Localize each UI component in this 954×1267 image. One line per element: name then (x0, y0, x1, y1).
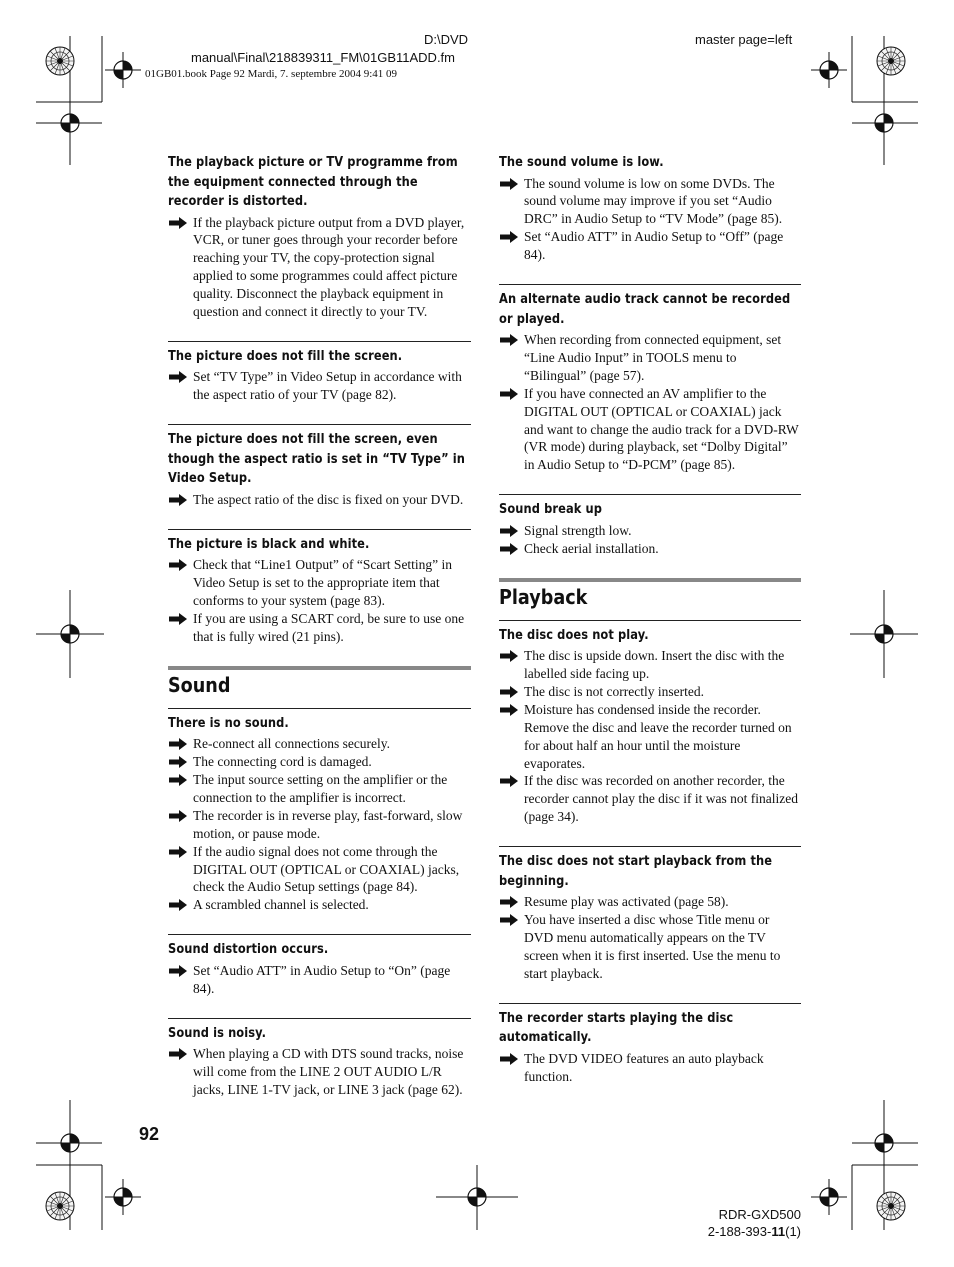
section-title: Sound (168, 672, 231, 697)
topic-title: There is no sound. (168, 715, 289, 731)
troubleshooting-topic (168, 1018, 471, 1099)
remedy-item (168, 896, 471, 914)
remedy-list (499, 893, 801, 983)
crosshair-icon (866, 616, 902, 652)
section-sound (168, 666, 471, 698)
remedy-item (499, 772, 801, 826)
topic-title: The sound volume is low. (499, 155, 664, 170)
right-arrow-icon (499, 647, 519, 665)
section-playback (499, 578, 801, 610)
remedy-list (168, 368, 471, 404)
troubleshooting-topic (499, 494, 801, 557)
remedy-list (168, 491, 471, 509)
right-arrow-icon (499, 522, 519, 540)
remedy-item (499, 385, 801, 475)
crosshair-icon (52, 1125, 88, 1161)
remedy-item (168, 491, 471, 509)
remedy-item (168, 610, 471, 646)
right-arrow-icon (168, 896, 188, 914)
remedy-text: When playing a CD with DTS sound tracks, noise will come from the LINE 2 OUT AUDIO L/R jacks, LINE 1-TV jack, or LINE 3 jack (page 62). (193, 1046, 464, 1097)
troubleshooting-topic (168, 529, 471, 646)
right-arrow-icon (499, 228, 519, 246)
remedy-list (499, 647, 801, 826)
crosshair-icon (866, 105, 902, 141)
topic-title: The picture is black and white. (168, 536, 370, 552)
master-page-label: master page=left (695, 32, 793, 47)
right-arrow-icon (168, 610, 188, 628)
troubleshooting-topic (499, 152, 801, 264)
remedy-text: If the disc was recorded on another recorder, the recorder cannot play the disc if it was not finalized (page 34). (524, 773, 799, 825)
remedy-text: Set “TV Type” in Video Setup in accordance with the aspect ratio of your TV (page 82). (193, 369, 462, 403)
remedy-item (168, 1045, 471, 1099)
sound-topics (168, 708, 471, 1099)
remedy-list (168, 1045, 471, 1099)
document-code: 2-188-393-11(1) (707, 1224, 801, 1239)
topic-title: The disc does not play. (499, 627, 649, 643)
right-top-topics (499, 152, 801, 558)
crosshair-icon (811, 52, 847, 88)
remedy-item (499, 228, 801, 264)
remedy-item (499, 683, 801, 701)
right-arrow-icon (168, 753, 188, 771)
right-arrow-icon (499, 683, 519, 701)
troubleshooting-topic (168, 934, 471, 997)
section-title: Playback (499, 584, 588, 609)
remedy-text: Re-connect all connections securely. (193, 736, 391, 752)
remedy-text: The recorder is in reverse play, fast-forward, slow motion, or pause mode. (193, 807, 463, 841)
crosshair-icon (866, 1125, 902, 1161)
remedy-text: The input source setting on the amplifier or the connection to the amplifier is incorrect. (193, 772, 448, 805)
right-arrow-icon (499, 331, 519, 349)
remedy-list (168, 214, 471, 321)
right-arrow-icon (168, 1045, 188, 1063)
rosette-icon (46, 1192, 74, 1220)
remedy-text: Moisture has condensed inside the recorder. Remove the disc and leave the recorder turned on for about half an hour until the moisture evaporates. (524, 701, 792, 771)
right-arrow-icon (499, 772, 519, 790)
troubleshooting-topic (499, 620, 801, 827)
remedy-text: If you have connected an AV amplifier to the DIGITAL OUT (OPTICAL or COAXIAL) jack and want to change the audio track for a DVD-RW (VR mode) during playback, set “Dolby Digital” in Audio Setup to “D-PCM” (page 85). (524, 385, 799, 473)
crosshair-icon (52, 105, 88, 141)
remedy-text: The disc is upside down. Insert the disc with the labelled side facing up. (524, 648, 785, 681)
remedy-text: Check aerial installation. (524, 540, 659, 556)
troubleshooting-topic (499, 284, 801, 474)
troubleshooting-topic (168, 341, 471, 404)
right-arrow-icon (168, 962, 188, 980)
right-arrow-icon (168, 807, 188, 825)
remedy-text: If you are using a SCART cord, be sure to use one that is fully wired (21 pins). (193, 610, 465, 644)
remedy-item (499, 893, 801, 911)
playback-topics (499, 620, 801, 1086)
remedy-item (499, 175, 801, 229)
remedy-text: The aspect ratio of the disc is fixed on your DVD. (193, 491, 464, 507)
remedy-item (168, 962, 471, 998)
right-arrow-icon (499, 701, 519, 719)
right-arrow-icon (168, 368, 188, 386)
file-path-line2: manual\Final\218839311_FM\01GB11ADD.fm (191, 50, 455, 65)
remedy-item (499, 647, 801, 683)
file-path-line1: D:\DVD (424, 32, 469, 47)
right-arrow-icon (499, 385, 519, 403)
topic-title: The picture does not fill the screen. (168, 348, 403, 364)
remedy-list (499, 331, 801, 474)
remedy-text: The sound volume is low on some DVDs. The sound volume may improve if you set “Audio DRC” in Audio Setup to “TV Mode” (page 85). (524, 175, 783, 227)
right-arrow-icon (168, 771, 188, 789)
crosshair-icon (811, 1179, 847, 1215)
remedy-list (499, 522, 801, 558)
remedy-item (499, 911, 801, 983)
crosshair-icon (105, 52, 141, 88)
topic-title: The recorder starts playing the disc automatically. (499, 1010, 734, 1046)
crosshair-icon (105, 1179, 141, 1215)
troubleshooting-topic (499, 846, 801, 983)
book-info: 01GB01.book Page 92 Mardi, 7. septembre 2004 9:41 09 (145, 68, 398, 80)
remedy-item (168, 843, 471, 897)
remedy-list (168, 556, 471, 646)
rosette-icon (46, 47, 74, 75)
right-arrow-icon (168, 735, 188, 753)
topic-title: Sound distortion occurs. (168, 942, 329, 958)
left-column (168, 152, 471, 1119)
remedy-text: Signal strength low. (524, 522, 632, 538)
remedy-item (168, 556, 471, 610)
remedy-item (168, 807, 471, 843)
right-arrow-icon (168, 556, 188, 574)
topic-title: The disc does not start playback from the beginning. (499, 854, 773, 889)
remedy-list (499, 175, 801, 265)
topic-title: An alternate audio track cannot be recorded or played. (499, 292, 791, 327)
topic-title: Sound break up (499, 502, 603, 518)
remedy-text: You have inserted a disc whose Title menu or DVD menu automatically appears on the TV screen when it is first inserted. Use the menu to start playback. (524, 912, 781, 981)
crosshair-icon (459, 1179, 495, 1215)
remedy-item (168, 735, 471, 753)
remedy-item (168, 771, 471, 807)
remedy-item (168, 753, 471, 771)
right-arrow-icon (168, 843, 188, 861)
remedy-item (499, 701, 801, 773)
remedy-text: When recording from connected equipment, set “Line Audio Input” in TOOLS menu to “Bilingual” (page 57). (524, 332, 782, 383)
troubleshooting-topic (168, 708, 471, 915)
remedy-text: Check that “Line1 Output” of “Scart Setting” in Video Setup is set to the appropriate item that conforms to your system (page 83). (193, 557, 453, 608)
rosette-icon (877, 47, 905, 75)
right-arrow-icon (168, 214, 188, 232)
remedy-item (499, 331, 801, 385)
right-arrow-icon (499, 175, 519, 193)
right-arrow-icon (499, 911, 519, 929)
topic-title: The playback picture or TV programme from the equipment connected through the recorder is distorted. (168, 155, 458, 209)
remedy-item (499, 522, 801, 540)
remedy-item (168, 214, 471, 321)
remedy-text: Set “Audio ATT” in Audio Setup to “Off” (page 84). (524, 229, 784, 263)
model-number: RDR-GXD500 (718, 1207, 801, 1222)
remedy-text: Set “Audio ATT” in Audio Setup to “On” (page 84). (193, 962, 451, 996)
rosette-icon (877, 1192, 905, 1220)
remedy-text: The DVD VIDEO features an auto playback function. (524, 1050, 764, 1084)
right-arrow-icon (499, 540, 519, 558)
remedy-list (499, 1050, 801, 1086)
right-column (499, 152, 801, 1106)
remedy-item (499, 1050, 801, 1086)
troubleshooting-topic (168, 424, 471, 508)
remedy-item (499, 540, 801, 558)
remedy-text: If the audio signal does not come through the DIGITAL OUT (OPTICAL or COAXIAL) jacks, check the Audio Setup settings (page 84). (193, 843, 460, 895)
remedy-list (168, 962, 471, 998)
remedy-text: The connecting cord is damaged. (193, 754, 372, 770)
troubleshooting-topic (499, 1003, 801, 1086)
topic-title: Sound is noisy. (168, 1025, 267, 1041)
remedy-text: Resume play was activated (page 58). (524, 894, 729, 910)
page-number: 92 (139, 1124, 160, 1144)
right-arrow-icon (499, 893, 519, 911)
crosshair-icon (52, 616, 88, 652)
remedy-text: The disc is not correctly inserted. (524, 683, 704, 699)
left-top-topics (168, 152, 471, 646)
troubleshooting-topic (168, 152, 471, 321)
remedy-text: If the playback picture output from a DVD player, VCR, or tuner goes through your recorder before reaching your TV, the copy-protection signal applied to some programmes could affect picture quality. Disconnect the playback equipment in question and connect it directly to your TV. (193, 214, 465, 320)
right-arrow-icon (168, 491, 188, 509)
remedy-item (168, 368, 471, 404)
remedy-text: A scrambled channel is selected. (193, 897, 369, 913)
topic-title: The picture does not fill the screen, even though the aspect ratio is set in “TV Type” in Video Setup. (168, 432, 465, 487)
remedy-list (168, 735, 471, 914)
right-arrow-icon (499, 1050, 519, 1068)
